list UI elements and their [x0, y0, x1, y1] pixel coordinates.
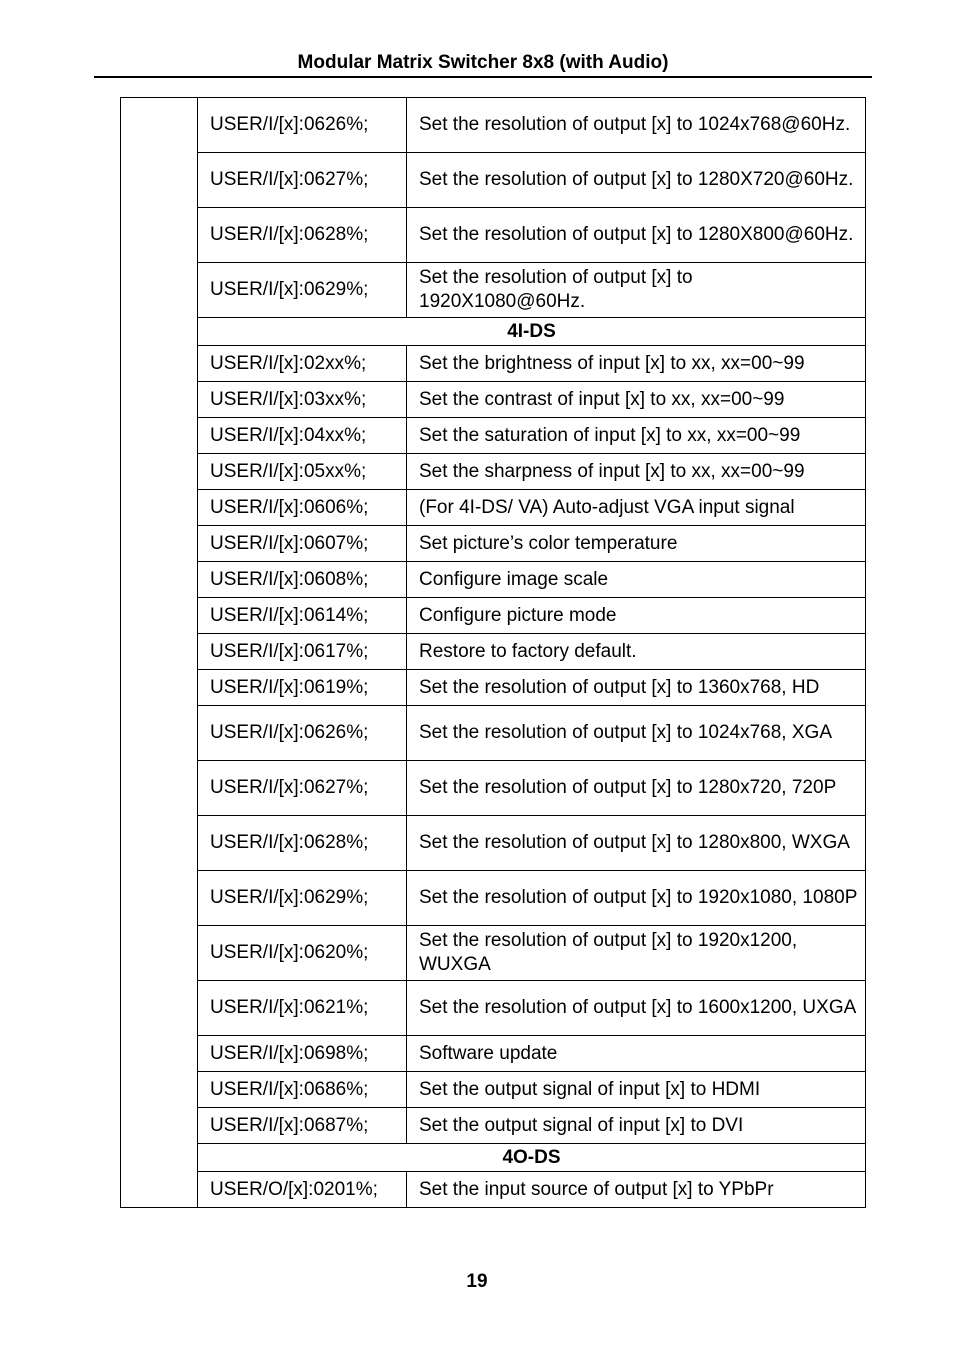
command-cell: USER/I/[x]:0698%;	[198, 1036, 407, 1072]
command-cell: USER/I/[x]:0608%;	[198, 562, 407, 598]
command-table	[120, 97, 866, 1208]
table-row	[121, 706, 866, 761]
table-row	[121, 1108, 866, 1144]
table-row	[121, 634, 866, 670]
command-cell: USER/I/[x]:0628%;	[198, 816, 407, 871]
table-row	[121, 418, 866, 454]
table-row	[121, 153, 866, 208]
description-cell: Set the output signal of input [x] to DVI	[407, 1108, 866, 1144]
command-cell: USER/I/[x]:04xx%;	[198, 418, 407, 454]
table-row	[121, 761, 866, 816]
description-cell: Set the resolution of output [x] to 1280X800@60Hz.	[407, 208, 866, 263]
description-cell: Set the resolution of output [x] to 1280X720@60Hz.	[407, 153, 866, 208]
description-cell: (For 4I-DS/ VA) Auto-adjust VGA input signal	[407, 490, 866, 526]
description-cell: Set the saturation of input [x] to xx, xx=00~99	[407, 418, 866, 454]
command-cell: USER/O/[x]:0201%;	[198, 1172, 407, 1208]
description-cell: Set the resolution of output [x] to 1280x800, WXGA	[407, 816, 866, 871]
table-row	[121, 670, 866, 706]
description-cell: Configure picture mode	[407, 598, 866, 634]
description-cell: Set the resolution of output [x] to 1024x768, XGA	[407, 706, 866, 761]
command-cell: USER/I/[x]:0627%;	[198, 761, 407, 816]
command-cell: USER/I/[x]:0628%;	[198, 208, 407, 263]
table-row	[121, 871, 866, 926]
command-cell: USER/I/[x]:0617%;	[198, 634, 407, 670]
command-cell: USER/I/[x]:0614%;	[198, 598, 407, 634]
table-row	[121, 1072, 866, 1108]
command-cell: USER/I/[x]:0686%;	[198, 1072, 407, 1108]
description-cell: Set the resolution of output [x] to 1024x768@60Hz.	[407, 98, 866, 153]
command-cell: USER/I/[x]:0629%;	[198, 871, 407, 926]
table-row	[121, 490, 866, 526]
command-cell: USER/I/[x]:02xx%;	[198, 346, 407, 382]
description-cell: Set the contrast of input [x] to xx, xx=00~99	[407, 382, 866, 418]
table-row	[121, 926, 866, 981]
page-header: Modular Matrix Switcher 8x8 (with Audio)	[297, 52, 669, 73]
left-category-cell	[121, 98, 198, 1208]
description-cell: Set the input source of output [x] to YPbPr	[407, 1172, 866, 1208]
table-row	[121, 346, 866, 382]
table-row	[121, 208, 866, 263]
command-cell: USER/I/[x]:0626%;	[198, 98, 407, 153]
description-cell: Restore to factory default.	[407, 634, 866, 670]
command-cell: USER/I/[x]:0621%;	[198, 981, 407, 1036]
table-row	[121, 1036, 866, 1072]
command-cell: USER/I/[x]:03xx%;	[198, 382, 407, 418]
description-cell: Set the output signal of input [x] to HDMI	[407, 1072, 866, 1108]
section-heading-4i-ds: 4I-DS	[198, 318, 866, 346]
description-cell: Set the brightness of input [x] to xx, xx=00~99	[407, 346, 866, 382]
description-cell: Set the resolution of output [x] to 1920x1200, WUXGA	[407, 926, 866, 981]
description-cell: Set the resolution of output [x] to 1920X1080@60Hz.	[407, 263, 866, 318]
description-cell: Software update	[407, 1036, 866, 1072]
table-row	[121, 382, 866, 418]
command-cell: USER/I/[x]:0629%;	[198, 263, 407, 318]
table-row	[121, 454, 866, 490]
command-cell: USER/I/[x]:05xx%;	[198, 454, 407, 490]
section-row	[121, 318, 866, 346]
description-cell: Set picture’s color temperature	[407, 526, 866, 562]
section-heading-4o-ds: 4O-DS	[198, 1144, 866, 1172]
command-cell: USER/I/[x]:0606%;	[198, 490, 407, 526]
command-cell: USER/I/[x]:0626%;	[198, 706, 407, 761]
command-cell: USER/I/[x]:0687%;	[198, 1108, 407, 1144]
header-rule	[94, 76, 872, 78]
table-row	[121, 263, 866, 318]
table-row	[121, 598, 866, 634]
command-cell: USER/I/[x]:0627%;	[198, 153, 407, 208]
table-row	[121, 562, 866, 598]
table-row	[121, 981, 866, 1036]
table-row	[121, 98, 866, 153]
table-row	[121, 816, 866, 871]
description-cell: Set the resolution of output [x] to 1920x1080, 1080P	[407, 871, 866, 926]
description-cell: Set the resolution of output [x] to 1600x1200, UXGA	[407, 981, 866, 1036]
description-cell: Set the resolution of output [x] to 1360x768, HD	[407, 670, 866, 706]
description-cell: Set the sharpness of input [x] to xx, xx=00~99	[407, 454, 866, 490]
description-cell: Configure image scale	[407, 562, 866, 598]
description-cell: Set the resolution of output [x] to 1280x720, 720P	[407, 761, 866, 816]
command-cell: USER/I/[x]:0619%;	[198, 670, 407, 706]
command-cell: USER/I/[x]:0620%;	[198, 926, 407, 981]
command-cell: USER/I/[x]:0607%;	[198, 526, 407, 562]
table-row	[121, 1172, 866, 1208]
table-row	[121, 526, 866, 562]
page-number: 19	[466, 1271, 488, 1292]
section-row	[121, 1144, 866, 1172]
